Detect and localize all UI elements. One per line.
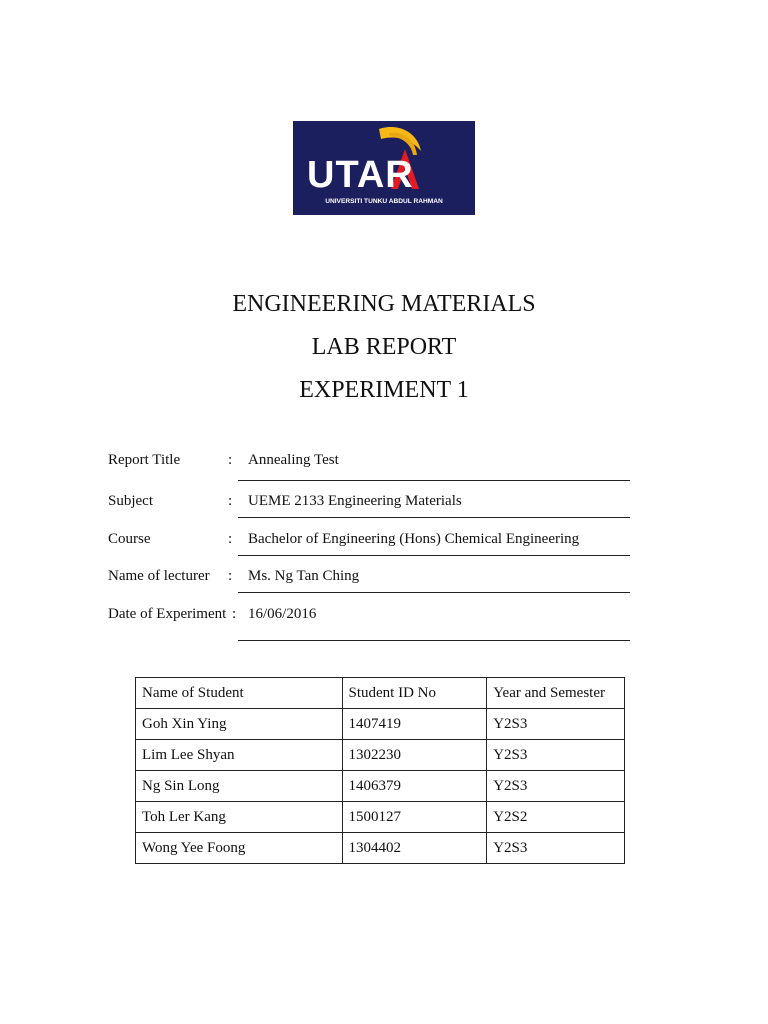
report-title-block [0, 283, 768, 412]
table-row [136, 740, 625, 771]
info-row-report-title [108, 452, 630, 472]
info-value: Bachelor of Engineering (Hons) Chemical Engineering [248, 531, 580, 547]
divider-line [238, 517, 630, 518]
column-header-year-semester: Year and Semester [487, 678, 625, 709]
student-year-semester: Y2S2 [487, 802, 625, 833]
student-id: 1500127 [342, 802, 487, 833]
info-row-lecturer [108, 568, 630, 588]
student-name: Wong Yee Foong [136, 833, 343, 864]
university-logo [293, 121, 475, 215]
info-label: Subject [108, 493, 153, 509]
table-row [136, 709, 625, 740]
student-id: 1407419 [342, 709, 487, 740]
table-header-row [136, 678, 625, 709]
student-name: Ng Sin Long [136, 771, 343, 802]
info-value: UEME 2133 Engineering Materials [248, 493, 462, 509]
info-value: Ms. Ng Tan Ching [248, 568, 360, 584]
info-colon: : [228, 531, 233, 547]
student-id: 1304402 [342, 833, 487, 864]
divider-line [238, 480, 630, 481]
table-row [136, 802, 625, 833]
info-row-date [108, 606, 630, 626]
info-colon: : [228, 493, 233, 509]
logo-wordmark: UTAR [307, 154, 414, 196]
students-table [135, 677, 625, 864]
table-row [136, 771, 625, 802]
divider-line [238, 555, 630, 556]
report-type: LAB REPORT [311, 334, 457, 360]
student-id: 1406379 [342, 771, 487, 802]
info-row-course [108, 531, 630, 551]
utar-logo-graphic [293, 121, 475, 215]
info-colon: : [232, 606, 237, 622]
info-value: 16/06/2016 [248, 606, 317, 622]
info-label: Date of Experiment [108, 606, 227, 622]
info-row-subject [108, 493, 630, 513]
column-header-id: Student ID No [342, 678, 487, 709]
experiment-number: EXPERIMENT 1 [299, 377, 469, 403]
info-label: Course [108, 531, 151, 547]
student-name: Goh Xin Ying [136, 709, 343, 740]
divider-line [238, 592, 630, 593]
student-name: Toh Ler Kang [136, 802, 343, 833]
student-year-semester: Y2S3 [487, 740, 625, 771]
info-colon: : [228, 568, 233, 584]
course-title: ENGINEERING MATERIALS [232, 291, 536, 317]
info-label: Report Title [108, 452, 181, 468]
table-row [136, 833, 625, 864]
student-year-semester: Y2S3 [487, 771, 625, 802]
info-label: Name of lecturer [108, 568, 210, 584]
divider-line [238, 640, 630, 641]
student-year-semester: Y2S3 [487, 709, 625, 740]
student-name: Lim Lee Shyan [136, 740, 343, 771]
student-id: 1302230 [342, 740, 487, 771]
info-value: Annealing Test [248, 452, 339, 468]
student-year-semester: Y2S3 [487, 833, 625, 864]
column-header-name: Name of Student [136, 678, 343, 709]
logo-subtitle: UNIVERSITI TUNKU ABDUL RAHMAN [325, 198, 443, 205]
info-colon: : [228, 452, 233, 468]
